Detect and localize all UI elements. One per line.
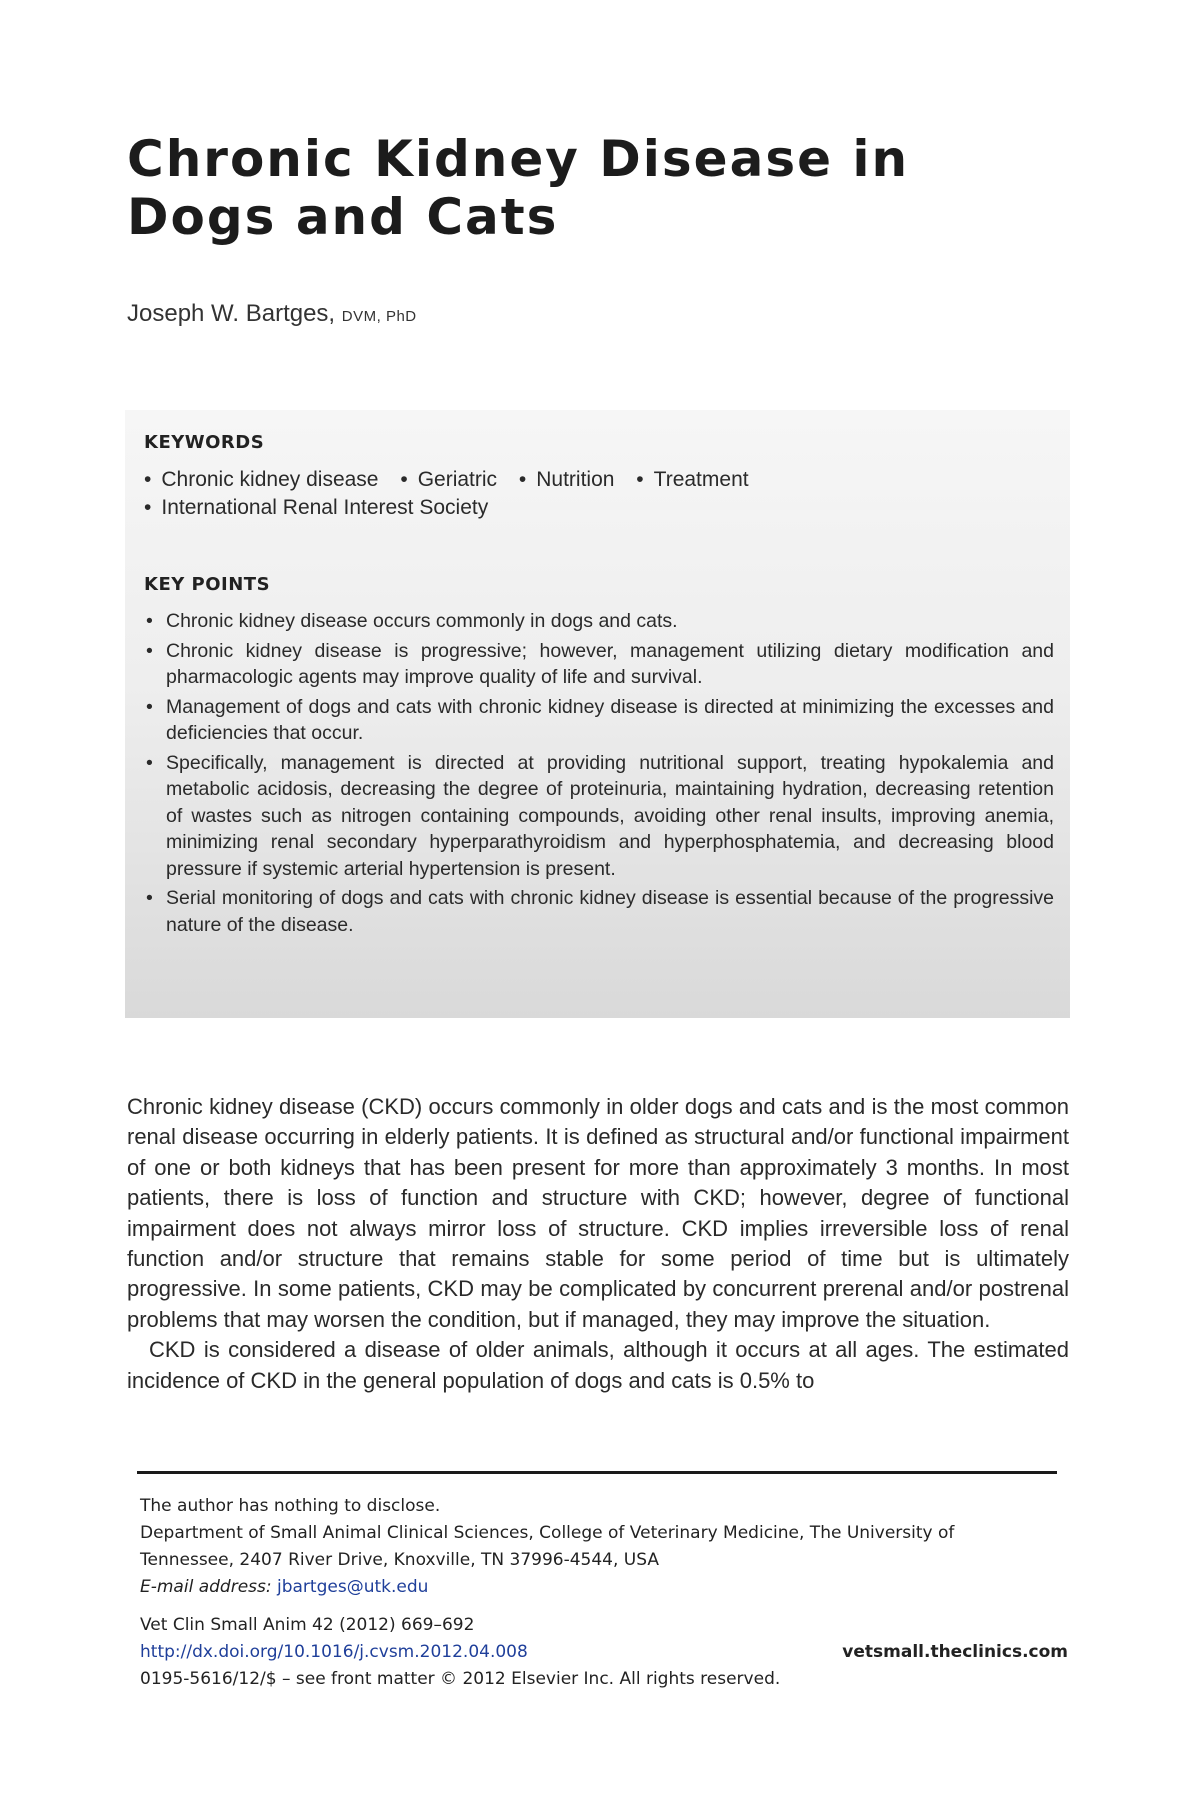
keywords-line-2 (144, 496, 504, 520)
keyword: • International Renal Interest Society (144, 496, 488, 520)
keywords-line-1 (144, 468, 765, 492)
journal-website[interactable]: vetsmall.theclinics.com (842, 1642, 1068, 1662)
copyright-notice: 0195-5616/12/$ – see front matter © 2012 Elsevier Inc. All rights reserved. (140, 1669, 781, 1689)
key-points-heading: KEY POINTS (144, 574, 271, 595)
footnote-divider (137, 1471, 1057, 1474)
key-points-list (144, 608, 1054, 941)
keyword: • Treatment (636, 468, 748, 492)
body-paragraph: Chronic kidney disease (CKD) occurs commonly in older dogs and cats and is the most common renal disease occurring in elderly patients. It is defined as structural and/or functional impairment of one or both kidneys that has been present for more than approximately 3 months. In most patients, there is loss of function and structure with CKD; however, degree of functional impairment does not always mirror loss of structure. CKD implies irreversible loss of renal function and/or structure that remains stable for some period of time but is ultimately progressive. In some patients, CKD may be complicated by concurrent prerenal and/or postrenal problems that may worsen the condition, but if managed, they may improve the situation. (127, 1094, 1069, 1332)
email-line (140, 1574, 1060, 1601)
keyword: • Chronic kidney disease (144, 468, 378, 492)
journal-citation: Vet Clin Small Anim 42 (2012) 669–692 (140, 1615, 475, 1635)
author-credentials: DVM, PhD (341, 308, 417, 325)
key-point-item: • Chronic kidney disease occurs commonly in dogs and cats. (144, 608, 1054, 635)
footnotes (140, 1493, 1060, 1601)
article-title: Chronic Kidney Disease in Dogs and Cats (127, 130, 910, 246)
keywords-keypoints-box (125, 410, 1070, 1018)
key-point-item: • Chronic kidney disease is progressive; however, management utilizing dietary modification and pharmacologic agents may improve quality of life and survival. (144, 638, 1054, 691)
keywords-heading: KEYWORDS (144, 432, 265, 453)
email-link[interactable]: jbartges@utk.edu (277, 1577, 429, 1597)
disclosure-statement: The author has nothing to disclose. (140, 1496, 441, 1516)
doi-row (140, 1639, 1068, 1666)
affiliation-line: Tennessee, 2407 River Drive, Knoxville, TN 37996-4544, USA (140, 1550, 659, 1570)
doi-link[interactable]: http://dx.doi.org/10.1016/j.cvsm.2012.04.008 (140, 1642, 528, 1662)
author-line (127, 300, 417, 328)
affiliation-line: Department of Small Animal Clinical Sciences, College of Veterinary Medicine, The University of (140, 1523, 955, 1543)
body-paragraph: CKD is considered a disease of older animals, although it occurs at all ages. The estimated incidence of CKD in the general population of dogs and cats is 0.5% to (127, 1337, 1069, 1393)
author-name: Joseph W. Bartges, (127, 300, 336, 327)
citation-block (140, 1612, 1068, 1693)
keyword: • Geriatric (400, 468, 497, 492)
keyword: • Nutrition (519, 468, 615, 492)
key-point-item: • Specifically, management is directed at providing nutritional support, treating hypokalemia and metabolic acidosis, decreasing the degree of proteinuria, maintaining hydration, decreasing retention of wastes such as nitrogen containing compounds, avoiding other renal insults, improving anemia, minimizing renal secondary hyperparathyroidism and hyperphosphatemia, and decreasing blood pressure if systemic arterial hypertension is present. (144, 750, 1054, 883)
key-point-item: • Management of dogs and cats with chronic kidney disease is directed at minimizing the excesses and deficiencies that occur. (144, 694, 1054, 747)
email-label: E-mail address: (140, 1577, 272, 1597)
key-point-item: • Serial monitoring of dogs and cats with chronic kidney disease is essential because of the progressive nature of the disease. (144, 885, 1054, 938)
article-body (127, 1092, 1069, 1396)
